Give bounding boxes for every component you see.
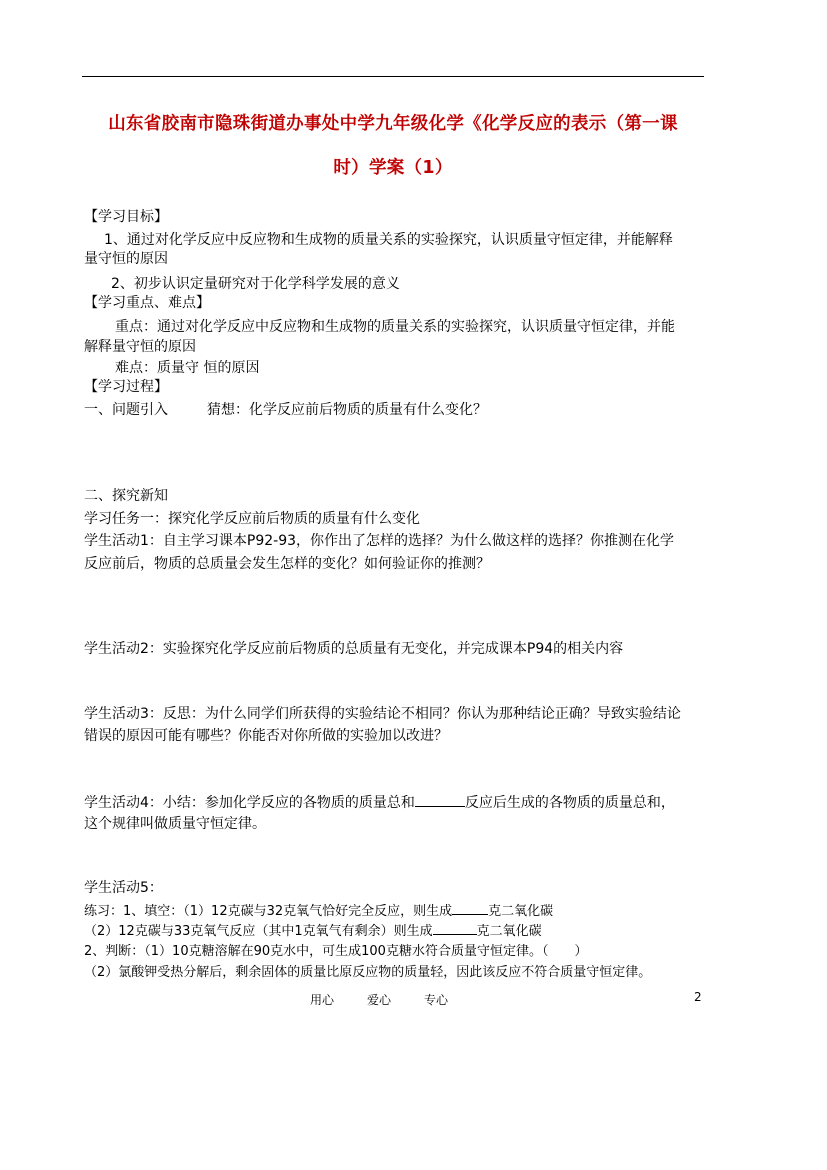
difficulty-point: 难点：质量守 恒的原因 — [115, 360, 260, 376]
fill-blank[interactable] — [452, 900, 488, 915]
objective-2: 2、初步认识定量研究对于化学科学发展的意义 — [111, 276, 400, 292]
activity-4 — [84, 792, 675, 812]
exercise-2 — [84, 920, 542, 941]
footer-motto-2: 爱心 — [367, 993, 392, 1007]
activity-5: 学生活动5： — [84, 880, 163, 896]
exercise-1-text: 练习：1、填空：（1）12克碳与32克氧气恰好完全反应，则生成 — [84, 904, 453, 919]
objectives-heading: 【学习目标】 — [84, 209, 168, 225]
exercise-1 — [84, 900, 553, 921]
exercise-1-unit: 克二氧化碳 — [488, 904, 554, 919]
keypoints-heading: 【学习重点、难点】 — [84, 295, 210, 311]
activity-4-part2: 反应后生成的各物质的质量总和， — [464, 795, 675, 811]
judgement-1: 2、判断：（1）10克糖溶解在90克水中，可生成100克糖水符合质量守恒定律。（ ） — [84, 944, 588, 959]
process-heading: 【学习过程】 — [84, 379, 168, 395]
exercise-2-text: （2）12克碳与33克氧气反应（其中1克氧气有剩余）则生成 — [84, 924, 433, 939]
fill-blank[interactable] — [433, 920, 477, 935]
activity-4-cont: 这个规律叫做质量守恒定律。 — [84, 816, 266, 832]
focus-point-cont: 解释量守恒的原因 — [84, 339, 196, 355]
footer-motto-3: 专心 — [424, 993, 449, 1007]
footer-motto-1: 用心 — [310, 993, 335, 1007]
judgement-2: （2）氯酸钾受热分解后，剩余固体的质量比原反应物的质量轻，因此该反应不符合质量守恒定律。 — [84, 965, 652, 980]
activity-2: 学生活动2：实验探究化学反应前后物质的总质量有无变化，并完成课本P94的相关内容 — [84, 641, 624, 657]
activity-3-cont: 错误的原因可能有哪些？你能否对你所做的实验加以改进？ — [84, 728, 448, 744]
exercise-2-unit: 克二氧化碳 — [476, 924, 542, 939]
page-number: 2 — [694, 990, 702, 1004]
focus-point: 重点：通过对化学反应中反应物和生成物的质量关系的实验探究，认识质量守恒定律，并能 — [115, 319, 675, 335]
activity-3: 学生活动3：反思：为什么同学们所获得的实验结论不相同？你认为那种结论正确？导致实验结论 — [84, 706, 681, 722]
explore-heading: 二、探究新知 — [84, 488, 168, 504]
fill-blank[interactable] — [415, 792, 465, 807]
objective-1: 1、通过对化学反应中反应物和生成物的质量关系的实验探究，认识质量守恒定律，并能解释 — [104, 232, 673, 248]
objective-1-cont: 量守恒的原因 — [84, 251, 168, 267]
activity-1: 学生活动1：自主学习课本P92-93，你作出了怎样的选择？为什么做这样的选择？你推测在化学 — [84, 533, 675, 549]
header-rule — [82, 76, 704, 77]
task-1: 学习任务一：探究化学反应前后物质的质量有什么变化 — [84, 511, 420, 527]
document-title-line2: 时）学案（1） — [333, 158, 453, 178]
document-title-line1: 山东省胶南市隐珠街道办事处中学九年级化学《化学反应的表示（第一课 — [108, 114, 678, 134]
intro-guess: 猜想：化学反应前后物质的质量有什么变化？ — [207, 402, 487, 418]
activity-1-cont: 反应前后，物质的总质量会发生怎样的变化？如何验证你的推测？ — [84, 556, 490, 572]
intro-label: 一、问题引入 — [84, 402, 168, 418]
activity-4-part1: 学生活动4：小结：参加化学反应的各物质的质量总和 — [84, 795, 415, 811]
